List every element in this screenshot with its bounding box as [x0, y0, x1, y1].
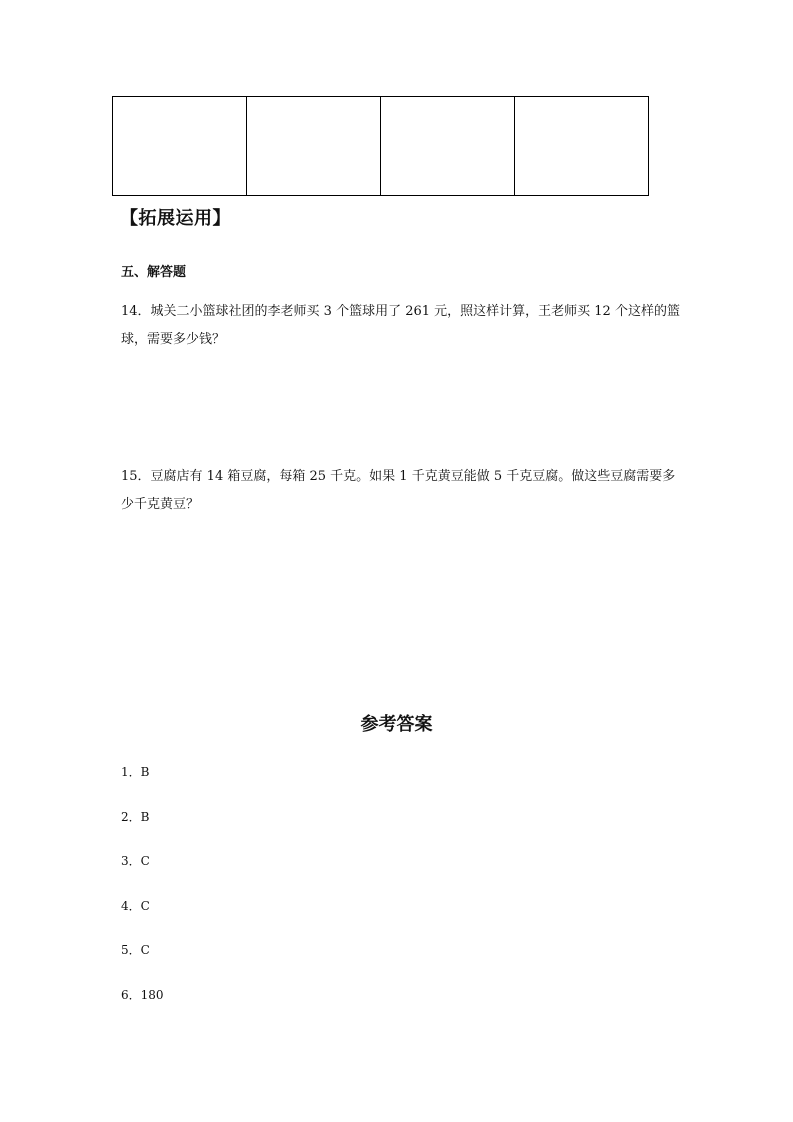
question-14: 14．城关二小篮球社团的李老师买 3 个篮球用了 261 元，照这样计算，王老师买 12 个这样的篮球，需要多少钱？ [121, 304, 680, 347]
answer-key-title: 参考答案 [360, 714, 433, 735]
answer-item: 6．180 [121, 987, 164, 1002]
section-heading: 【拓展运用】 [120, 208, 231, 229]
answer-item: 5．C [121, 943, 150, 958]
question-15: 15．豆腐店有 14 箱豆腐，每箱 25 千克。如果 1 千克黄豆能做 5 千克豆腐。做这些豆腐需要多少千克黄豆？ [121, 469, 676, 512]
blank-answer-table [112, 96, 649, 196]
blank-cell [247, 97, 381, 196]
table-row [113, 97, 649, 196]
answer-item: 1．B [121, 765, 150, 779]
answer-item: 3．C [121, 854, 150, 869]
answer-item: 2．B [121, 809, 150, 824]
blank-cell [381, 97, 515, 196]
blank-cell [113, 97, 247, 196]
blank-cell [515, 97, 649, 196]
subsection-title: 五、解答题 [121, 265, 187, 280]
answer-list [121, 762, 164, 1030]
answer-item: 4．C [121, 898, 150, 913]
